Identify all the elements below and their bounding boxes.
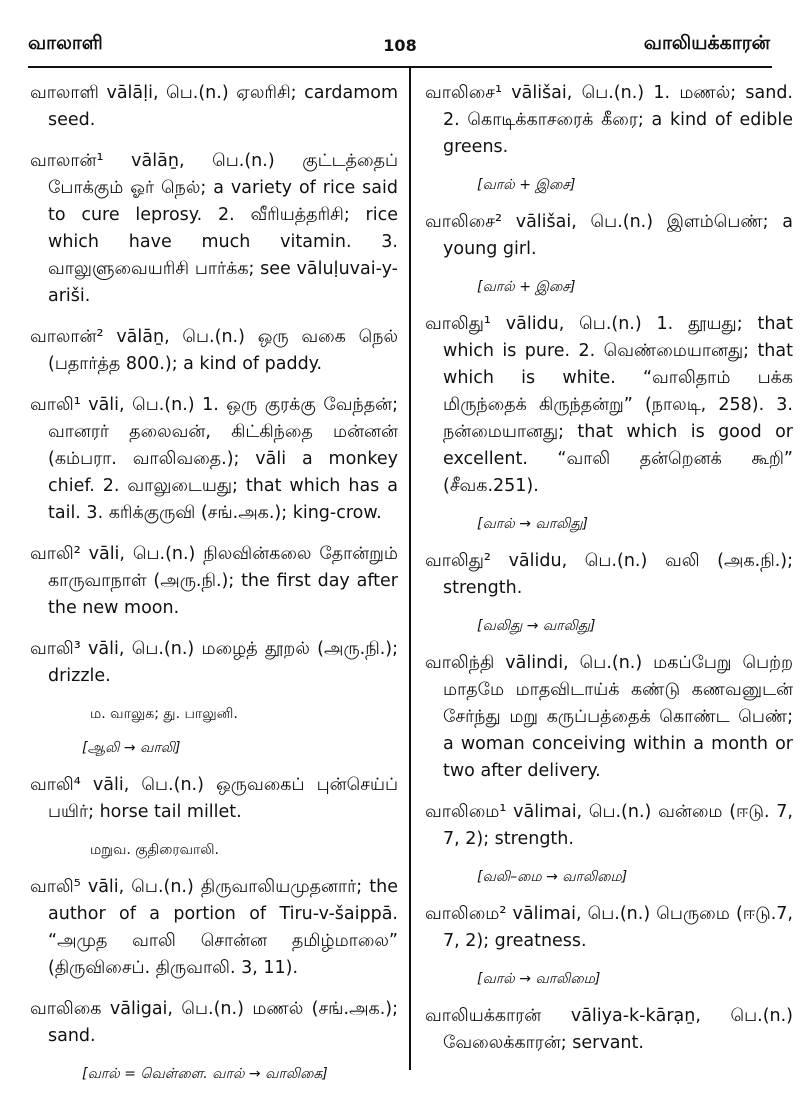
dictionary-entry: வாலிமை² vālimai, பெ.(n.) பெருமை (ஈடு.7, 7, 2); greatness. [425, 904, 793, 951]
running-head-left: வாலாளி [28, 32, 103, 54]
dictionary-entry: வாலிகை vāligai, பெ.(n.) மணல் (சங்.அக.); sand. [30, 999, 398, 1046]
dictionary-entry: வாலிது² vālidu, பெ.(n.) வலி (அக.நி.); strength. [425, 551, 793, 598]
etymology-note: [வலி–மை → வாலிமை] [477, 869, 628, 885]
cognate-note: மறுவ. குதிரைவாலி. [90, 842, 220, 858]
dictionary-entry: வாலான்¹ vālāṉ, பெ.(n.) குட்டத்தைப் போக்கும் ஓர் நெல்; a variety of rice said to cure leprosy. 2. வீரியத்தரிசி; rice which have much vitamin. 3. வாலுளுவையரிசி பார்க்க; see vāluḷuvai-y-ariši. [30, 151, 398, 306]
dictionary-entry: வாலிது¹ vālidu, பெ.(n.) 1. தூயது; that which is pure. 2. வெண்மையானது; that which is white. “வாலிதாம் பக்க மிருந்தைக் கிருந்தன்று” (நாலடி, 258). 3. நன்மையானது; that which is good or excellent. “வாலி தன்றெனக் கூறி” (சீவக.251). [425, 314, 793, 496]
dictionary-entry: வாலிசை² vālišai, பெ.(n.) இளம்பெண்; a young girl. [425, 212, 793, 259]
dictionary-entry: வாலி¹ vāli, பெ.(n.) 1. ஒரு குரக்கு வேந்தன்; வானரர் தலைவன், கிட்கிந்தை மன்னன் (கம்பரா. வாலிவதை.); vāli a monkey chief. 2. வாலுடையது; that which has a tail. 3. கரிக்குருவி (சங்.அக.); king-crow. [30, 395, 398, 523]
cognate-note: ம. வாலுக; து. பாலுனி. [90, 706, 238, 722]
dictionary-entry: வாலான்² vālāṉ, பெ.(n.) ஒரு வகை நெல் (பதார்த்த 800.); a kind of paddy. [30, 327, 398, 374]
dictionary-entry: வாலி⁴ vāli, பெ.(n.) ஒருவகைப் புன்செய்ப் பயிர்; horse tail millet. [30, 775, 398, 822]
page-number: 108 [383, 36, 417, 55]
etymology-note: [வால் → வாலிது] [477, 516, 589, 532]
etymology-note: [வால் + இசை] [477, 177, 576, 193]
etymology-note: [வால் = வெள்ளை. வால் → வாலிகை] [82, 1066, 328, 1082]
running-head-right: வாலியக்காரன் [643, 32, 770, 54]
dictionary-entry: வாலாளி vālāḷi, பெ.(n.) ஏலரிசி; cardamom seed. [30, 83, 398, 130]
dictionary-entry: வாலிமை¹ vālimai, பெ.(n.) வன்மை (ஈடு. 7, 7, 2); strength. [425, 802, 793, 849]
dictionary-entry: வாலிந்தி vālindi, பெ.(n.) மகப்பேறு பெற்ற மாதமே மாதவிடாய்க் கண்டு கணவனுடன் சேர்ந்து மறு கருப்பத்தைக் கொண்ட பெண்; a woman conceiving within a month or two after delivery. [425, 653, 793, 781]
etymology-note: [ஆலி → வாலி] [82, 740, 181, 756]
dictionary-entry: வாலி³ vāli, பெ.(n.) மழைத் தூறல் (அரு.நி.); drizzle. [30, 639, 398, 686]
right-column [425, 80, 793, 1071]
etymology-note: [வலிது → வாலிது] [477, 618, 596, 634]
left-column [30, 80, 398, 1098]
dictionary-entry: வாலியக்காரன் vāliya-k-kārạṉ, பெ.(n.) வேலைக்காரன்; servant. [425, 1006, 793, 1053]
dictionary-entry: வாலிசை¹ vālišai, பெ.(n.) 1. மணல்; sand. 2. கொடிக்காசரைக் கீரை; a kind of edible greens. [425, 83, 793, 157]
etymology-note: [வால் → வாலிமை] [477, 971, 601, 987]
dictionary-entry: வாலி⁵ vāli, பெ.(n.) திருவாலியமுதனார்; the author of a portion of Tiru-v-šaippā. “அமுத வாலி சொன்ன தமிழ்மாலை” (திருவிசைப். திருவாலி. 3, 11). [30, 877, 398, 978]
etymology-note: [வால் + இசை] [477, 279, 576, 295]
column-divider [409, 66, 411, 1070]
dictionary-entry: வாலி² vāli, பெ.(n.) நிலவின்கலை தோன்றும் காருவாநாள் (அரு.நி.); the first day after the new moon. [30, 544, 398, 618]
header-rule [28, 66, 772, 68]
